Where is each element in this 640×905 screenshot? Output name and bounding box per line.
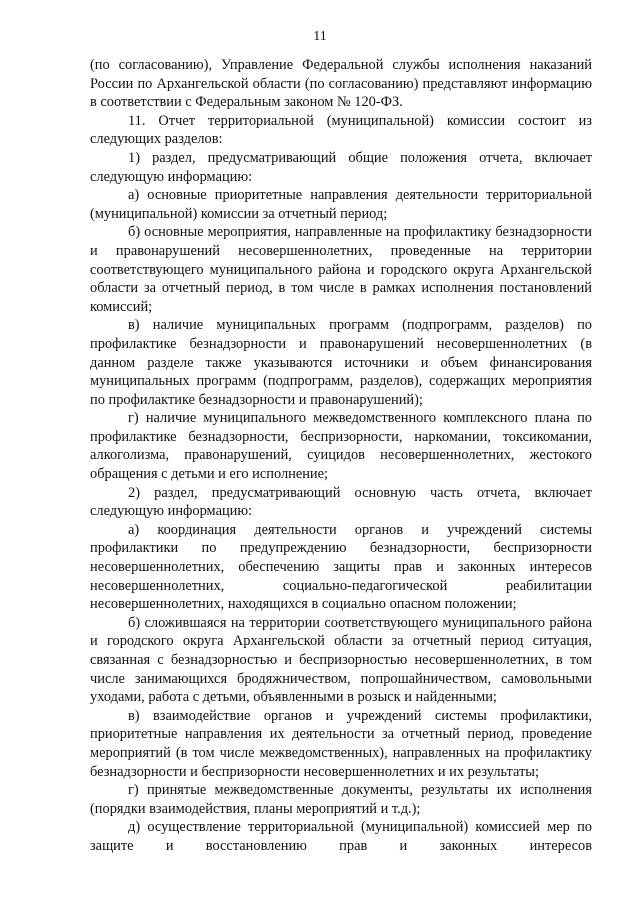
paragraph-intro-continuation: (по согласованию), Управление Федеральной службы исполнения наказаний России по Архангельской области (по согласованию) представляют информацию в соответствии с Федеральным законом № 120-ФЗ. — [90, 57, 592, 111]
paragraph-section-2-g: г) принятые межведомственные документы, результаты их исполнения (порядки взаимодействия, планы мероприятий и т.д.); — [90, 782, 592, 817]
page-number: 11 — [313, 29, 327, 44]
paragraph-section-2-v: в) взаимодействие органов и учреждений системы профилактики, приоритетные направления их деятельности за отчетный период, проведение мероприятий (в том числе межведомственных), направленных на профилактику безнадзорности и беспризорности несовершеннолетних и их результаты; — [90, 707, 592, 780]
paragraph-section-2-d: д) осуществление территориальной (муниципальной) комиссией мер по защите и восстановлению прав и законных интересов — [90, 819, 592, 854]
document-body — [90, 56, 592, 856]
paragraph-section-1-a: а) основные приоритетные направления деятельности территориальной (муниципальной) комиссии за отчетный период; — [90, 187, 592, 222]
paragraph-section-1-g: г) наличие муниципального межведомственного комплексного плана по профилактике безнадзорности, беспризорности, наркомании, токсикомании, алкоголизма, правонарушений, суицидов несовершеннолетних, жестокого обращения с детьми и его исполнение; — [90, 410, 592, 483]
paragraph-section-1-b: б) основные мероприятия, направленные на профилактику безнадзорности и правонарушений несовершеннолетних, проведенные на территории соответствующего муниципального района и городского округа Архангельской области за отчетный период, в том числе в рамках исполнения постановлений комиссий; — [90, 224, 592, 315]
paragraph-item-11: 11. Отчет территориальной (муниципальной) комиссии состоит из следующих разделов: — [90, 112, 592, 148]
paragraph-section-2-b: б) сложившаяся на территории соответствующего муниципального района и городского округа Архангельской области за отчетный период ситуация, связанная с безнадзорностью и беспризорностью несовершеннолетних, в том числе занимающихся бродяжничеством, попрошайничеством, самовольными уходами, работа с детьми, объявленными в розыск и найденными; — [90, 614, 592, 706]
paragraph-section-2: 2) раздел, предусматривающий основную часть отчета, включает следующую информацию: — [90, 484, 592, 520]
paragraph-section-2-a: а) координация деятельности органов и учреждений системы профилактики по предупреждению безнадзорности, беспризорности несовершеннолетних, обеспечению защиты прав и законных интересов несовершеннолетних, социально-педагогической реабилитации несовершеннолетних, находящихся в социально опасном положении; — [90, 521, 592, 613]
paragraph-section-1: 1) раздел, предусматривающий общие положения отчета, включает следующую информацию: — [90, 149, 592, 185]
paragraph-section-1-v: в) наличие муниципальных программ (подпрограмм, разделов) по профилактике безнадзорности и правонарушений несовершеннолетних (в данном разделе также указываются источники и объем финансирования муниципальных программ (подпрограмм, разделов), содержащих мероприятия по профилактике безнадзорности и правонарушений); — [90, 317, 592, 408]
